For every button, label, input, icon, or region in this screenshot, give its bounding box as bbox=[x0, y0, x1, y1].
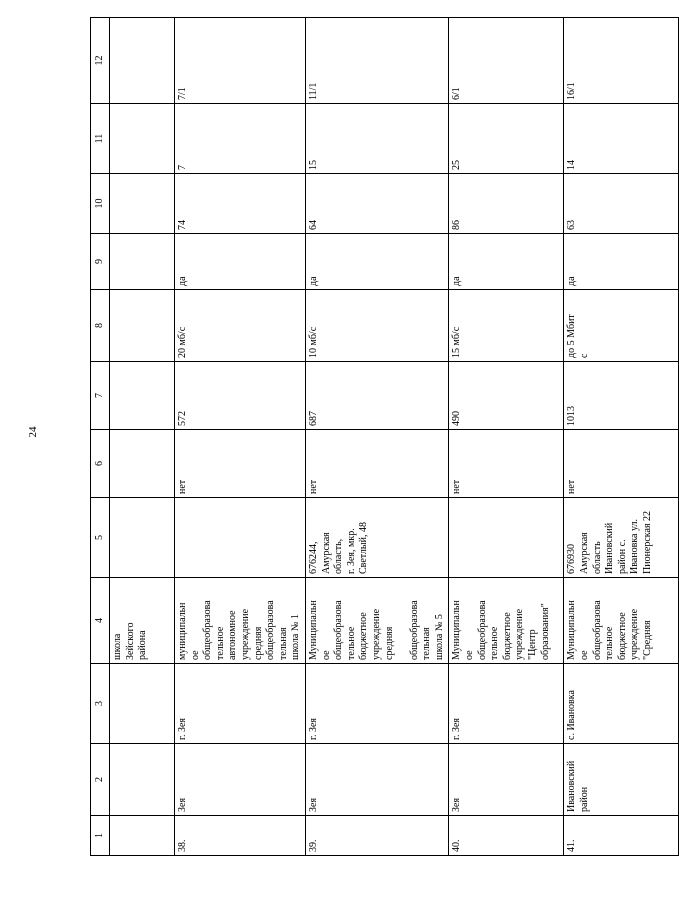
cell-col12: 16/1 bbox=[564, 18, 679, 104]
cell-settlement: с. Ивановка bbox=[564, 664, 679, 744]
cell-col8: до 5 Мбит с bbox=[564, 290, 679, 362]
cell-col8: 10 мб/с bbox=[305, 290, 449, 362]
cell bbox=[110, 174, 175, 234]
header-cell: 10 bbox=[91, 174, 110, 234]
header-cell: 11 bbox=[91, 104, 110, 174]
cell-name: Муниципальн ое общеобразова тельное бюджетное учреждение "Средняя bbox=[564, 578, 679, 664]
cell bbox=[110, 104, 175, 174]
cell-col11: 25 bbox=[449, 104, 564, 174]
cell-col8: 20 мб/с bbox=[175, 290, 306, 362]
cell-col6: нет bbox=[175, 430, 306, 498]
cell bbox=[110, 664, 175, 744]
header-cell: 4 bbox=[91, 578, 110, 664]
cell-col7: 490 bbox=[449, 362, 564, 430]
header-cell: 2 bbox=[91, 744, 110, 816]
cell-col12: 6/1 bbox=[449, 18, 564, 104]
cell-address bbox=[175, 498, 306, 578]
cell-col9: да bbox=[175, 234, 306, 290]
cell-number: 40. bbox=[449, 816, 564, 856]
cell-district: Зея bbox=[175, 744, 306, 816]
header-cell: 9 bbox=[91, 234, 110, 290]
cell-col11: 7 bbox=[175, 104, 306, 174]
cell-number: 41. bbox=[564, 816, 679, 856]
page-number: 24 bbox=[27, 426, 39, 438]
column-number-row bbox=[91, 18, 110, 856]
header-cell: 8 bbox=[91, 290, 110, 362]
continuation-row bbox=[110, 18, 175, 856]
cell-col11: 15 bbox=[305, 104, 449, 174]
cell-name: Муниципальн ое общеобразова тельное бюджетное учреждение "Центр образования" bbox=[449, 578, 564, 664]
cell-col10: 64 bbox=[305, 174, 449, 234]
cell bbox=[110, 290, 175, 362]
cell-col12: 7/1 bbox=[175, 18, 306, 104]
header-cell: 12 bbox=[91, 18, 110, 104]
table-row bbox=[449, 18, 564, 856]
cell-col7: 572 bbox=[175, 362, 306, 430]
cell-col6: нет bbox=[564, 430, 679, 498]
cell-col11: 14 bbox=[564, 104, 679, 174]
header-cell: 6 bbox=[91, 430, 110, 498]
header-cell: 1 bbox=[91, 816, 110, 856]
cell-name: Муниципальн ое общеобразова тельное бюджетное учреждение средняя общеобразова тельная школа № 5 bbox=[305, 578, 449, 664]
cell bbox=[110, 744, 175, 816]
table-row bbox=[175, 18, 306, 856]
cell-col9: да bbox=[449, 234, 564, 290]
cell-col7: 687 bbox=[305, 362, 449, 430]
table-row bbox=[305, 18, 449, 856]
schools-table bbox=[90, 17, 679, 856]
cell-col6: нет bbox=[449, 430, 564, 498]
rotated-table-wrapper bbox=[90, 18, 654, 856]
cell-col8: 15 мб/с bbox=[449, 290, 564, 362]
cell-settlement: г. Зея bbox=[449, 664, 564, 744]
cell-district: Ивановский район bbox=[564, 744, 679, 816]
cell-col10: 74 bbox=[175, 174, 306, 234]
cell-address bbox=[449, 498, 564, 578]
cell bbox=[110, 362, 175, 430]
cell-district: Зея bbox=[449, 744, 564, 816]
cell bbox=[110, 18, 175, 104]
cell bbox=[110, 816, 175, 856]
header-cell: 7 bbox=[91, 362, 110, 430]
cell-settlement: г. Зея bbox=[175, 664, 306, 744]
cell-number: 38. bbox=[175, 816, 306, 856]
cell-col10: 63 bbox=[564, 174, 679, 234]
cell-col7: 1013 bbox=[564, 362, 679, 430]
cell-district: Зея bbox=[305, 744, 449, 816]
cell-number: 39. bbox=[305, 816, 449, 856]
cell-col10: 86 bbox=[449, 174, 564, 234]
table-row bbox=[564, 18, 679, 856]
cell-name: школа Зейского района bbox=[110, 578, 175, 664]
header-cell: 3 bbox=[91, 664, 110, 744]
cell-address: 676244, Амурская область, г. Зея, мкр. Светлый, 48 bbox=[305, 498, 449, 578]
header-cell: 5 bbox=[91, 498, 110, 578]
cell-col9: да bbox=[305, 234, 449, 290]
cell-col6: нет bbox=[305, 430, 449, 498]
cell-address: 676930 Амурская область Ивановский район с. Ивановка ул. Пионерская 22 bbox=[564, 498, 679, 578]
cell-col9: да bbox=[564, 234, 679, 290]
cell bbox=[110, 430, 175, 498]
cell-settlement: г. Зея bbox=[305, 664, 449, 744]
cell-name: муниципальн ое общеобразова тельное автономное учреждение средняя общеобразова тельная школа № 1 bbox=[175, 578, 306, 664]
cell bbox=[110, 234, 175, 290]
cell bbox=[110, 498, 175, 578]
cell-col12: 11/1 bbox=[305, 18, 449, 104]
